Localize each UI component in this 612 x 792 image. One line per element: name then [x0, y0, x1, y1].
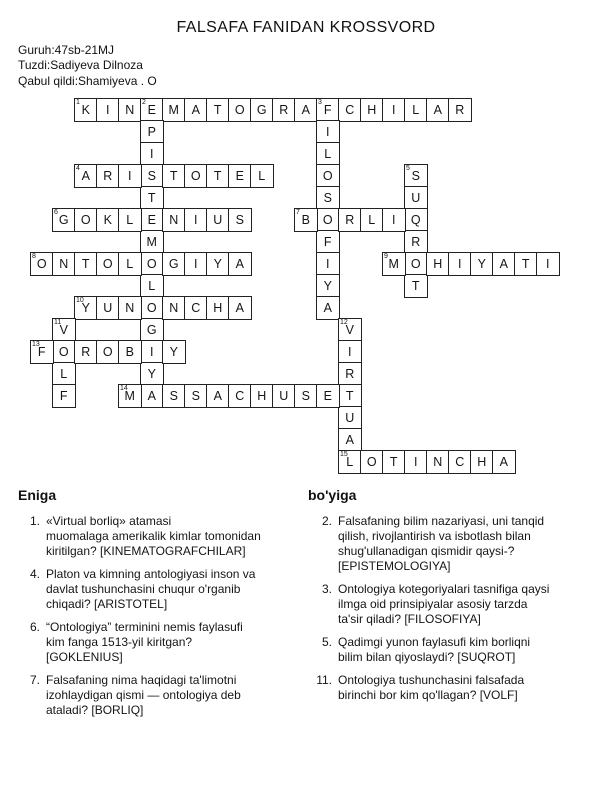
cell-letter: I [348, 345, 352, 359]
header-reviewer-line: Qabul qildi:Shamiyeva . O [18, 73, 157, 88]
cell-letter: A [323, 301, 332, 315]
grid-cell [492, 252, 516, 276]
cell-number: 12 [340, 319, 348, 326]
grid-cell [206, 296, 230, 320]
cell-letter: L [258, 169, 266, 183]
grid-cell [140, 186, 164, 210]
cell-letter: I [194, 257, 198, 271]
cell-letter: F [323, 103, 332, 117]
grid-cell [338, 406, 362, 430]
cell-letter: O [146, 257, 157, 271]
cell-letter: L [126, 257, 134, 271]
clue-text: Falsafaning nima haqidagi ta'limotni izohlaydigan qismi — ontologiya deb ataladi? [BORLIQ] [46, 673, 241, 717]
grid-cell [228, 164, 252, 188]
cell-letter: O [322, 169, 333, 183]
cell-letter: M [168, 103, 179, 117]
cell-letter: O [234, 103, 245, 117]
cell-letter: C [235, 389, 245, 403]
grid-cell [316, 186, 340, 210]
cell-letter: Y [147, 367, 156, 381]
cell-letter: B [301, 213, 310, 227]
grid-cell [272, 98, 296, 122]
grid-cell [96, 340, 120, 364]
grid-cell [294, 384, 318, 408]
cell-letter: R [279, 103, 289, 117]
cell-letter: K [81, 103, 90, 117]
grid-cell [184, 164, 208, 188]
cell-number: 5 [406, 165, 410, 172]
cell-letter: O [410, 257, 421, 271]
cell-letter: N [433, 455, 443, 469]
across-clue-list [18, 514, 306, 718]
grid-cell [140, 274, 164, 298]
cell-letter: Y [213, 257, 222, 271]
grid-cell [316, 252, 340, 276]
cell-letter: O [190, 169, 201, 183]
cell-letter: O [322, 213, 333, 227]
grid-cell [140, 318, 164, 342]
grid-cell [162, 384, 186, 408]
cell-letter: T [213, 103, 222, 117]
cell-letter: S [147, 169, 156, 183]
grid-cell [162, 98, 186, 122]
cell-letter: L [412, 103, 420, 117]
grid-cell [74, 208, 98, 232]
cell-letter: F [323, 235, 332, 249]
cell-letter: O [146, 301, 157, 315]
grid-cell [140, 208, 164, 232]
cell-number: 1 [76, 99, 80, 106]
clue-number: 11. [316, 673, 332, 687]
grid-cell [316, 120, 340, 144]
grid-cell [162, 164, 186, 188]
cell-letter: T [147, 191, 156, 205]
cell-letter: G [168, 257, 179, 271]
cell-letter: I [458, 257, 462, 271]
grid-cell [382, 450, 406, 474]
grid-cell [140, 340, 164, 364]
grid-cell [140, 98, 164, 122]
cell-letter: S [191, 389, 200, 403]
cell-letter: Y [323, 279, 332, 293]
cell-number: 11 [54, 319, 62, 326]
cell-letter: R [345, 367, 355, 381]
cell-letter: A [213, 389, 222, 403]
cell-letter: A [345, 433, 354, 447]
grid-cell [96, 208, 120, 232]
grid-cell [140, 142, 164, 166]
grid-cell [206, 252, 230, 276]
cell-letter: O [102, 257, 113, 271]
grid-cell [74, 164, 98, 188]
down-clues-section [308, 488, 604, 711]
clue-number: 3. [321, 582, 332, 596]
grid-cell [294, 98, 318, 122]
cell-letter: E [323, 389, 332, 403]
cell-letter: I [150, 147, 154, 161]
cell-letter: R [455, 103, 465, 117]
header-author-line: Tuzdi:Sadiyeva Dilnoza [18, 58, 143, 73]
grid-cell [272, 384, 296, 408]
cell-letter: A [499, 257, 508, 271]
grid-cell [96, 98, 120, 122]
cell-letter: H [257, 389, 267, 403]
cell-letter: N [125, 301, 135, 315]
grid-cell [316, 274, 340, 298]
grid-cell [184, 252, 208, 276]
grid-cell [140, 384, 164, 408]
cell-letter: S [301, 389, 310, 403]
cell-number: 7 [296, 209, 300, 216]
grid-cell [492, 450, 516, 474]
cell-letter: K [103, 213, 112, 227]
grid-cell [30, 340, 54, 364]
cell-letter: A [191, 103, 200, 117]
grid-cell [316, 98, 340, 122]
grid-cell [338, 340, 362, 364]
grid-cell [316, 208, 340, 232]
grid-cell [448, 450, 472, 474]
cell-letter: U [279, 389, 289, 403]
grid-cell [404, 186, 428, 210]
grid-cell [382, 252, 406, 276]
grid-cell [294, 208, 318, 232]
cell-letter: A [235, 257, 244, 271]
grid-cell [96, 296, 120, 320]
cell-letter: I [150, 345, 154, 359]
clue-number: 6. [29, 620, 40, 634]
cell-letter: R [103, 169, 113, 183]
grid-cell [250, 384, 274, 408]
grid-cell [118, 296, 142, 320]
cell-letter: N [169, 213, 179, 227]
cell-letter: M [146, 235, 157, 249]
grid-cell [382, 208, 406, 232]
clue-item [18, 673, 306, 718]
grid-cell [206, 384, 230, 408]
clue-item [308, 673, 604, 703]
grid-cell [140, 252, 164, 276]
grid-cell [316, 384, 340, 408]
grid-cell [404, 450, 428, 474]
grid-cell [448, 98, 472, 122]
grid-cell [470, 252, 494, 276]
grid-cell [118, 384, 142, 408]
clue-item [308, 582, 604, 627]
cell-letter: L [346, 455, 354, 469]
grid-cell [96, 164, 120, 188]
page-title: FALSAFA FANIDAN KROSSVORD [176, 19, 436, 36]
cell-letter: Y [169, 345, 178, 359]
cell-letter: H [213, 301, 223, 315]
cell-letter: P [147, 125, 156, 139]
grid-cell [52, 252, 76, 276]
clue-text: Platon va kimning antologiyasi inson va davlat tushunchasini chuqur o'rganib chiqadi? [ARISTOTEL] [46, 567, 256, 611]
cell-letter: O [36, 257, 47, 271]
cell-letter: T [169, 169, 178, 183]
grid-cell [360, 208, 384, 232]
cell-letter: S [323, 191, 332, 205]
cell-letter: O [80, 213, 91, 227]
grid-cell [140, 296, 164, 320]
cell-letter: N [59, 257, 69, 271]
grid-cell [250, 164, 274, 188]
down-clue-list [308, 514, 604, 703]
grid-cell [404, 164, 428, 188]
cell-letter: S [169, 389, 178, 403]
cell-letter: R [81, 345, 91, 359]
cell-letter: I [106, 103, 110, 117]
cell-letter: E [235, 169, 244, 183]
cell-number: 15 [340, 451, 348, 458]
cell-letter: H [367, 103, 377, 117]
cell-letter: U [213, 213, 223, 227]
cell-letter: O [102, 345, 113, 359]
cell-letter: L [126, 213, 134, 227]
cell-number: 4 [76, 165, 80, 172]
grid-cell [228, 296, 252, 320]
grid-cell [74, 252, 98, 276]
cell-letter: L [60, 367, 68, 381]
grid-cell [118, 164, 142, 188]
cell-letter: M [388, 257, 399, 271]
clue-item [18, 567, 306, 612]
grid-cell [514, 252, 538, 276]
cell-letter: G [256, 103, 267, 117]
cell-letter: L [148, 279, 156, 293]
grid-cell [404, 98, 428, 122]
grid-cell [250, 98, 274, 122]
cell-letter: I [128, 169, 132, 183]
cell-letter: C [191, 301, 201, 315]
across-heading: Eniga [18, 487, 57, 503]
grid-cell [30, 252, 54, 276]
cell-letter: I [392, 103, 396, 117]
cell-letter: Y [477, 257, 486, 271]
grid-cell [382, 98, 406, 122]
grid-cell [338, 362, 362, 386]
cell-letter: Y [81, 301, 90, 315]
cell-letter: R [411, 235, 421, 249]
grid-cell [426, 98, 450, 122]
grid-cell [96, 252, 120, 276]
cell-letter: B [125, 345, 134, 359]
grid-cell [140, 362, 164, 386]
grid-cell [404, 230, 428, 254]
cell-letter: C [345, 103, 355, 117]
cell-letter: U [411, 191, 421, 205]
grid-cell [52, 208, 76, 232]
grid-cell [184, 98, 208, 122]
grid-cell [162, 340, 186, 364]
grid-cell [162, 208, 186, 232]
cell-letter: R [345, 213, 355, 227]
grid-cell [74, 340, 98, 364]
grid-cell [52, 340, 76, 364]
grid-cell [162, 296, 186, 320]
grid-cell [316, 164, 340, 188]
cell-letter: A [499, 455, 508, 469]
cell-letter: A [81, 169, 90, 183]
header-group-line: Guruh:47sb-21MJ [18, 43, 115, 57]
grid-cell [316, 142, 340, 166]
cell-letter: Q [410, 213, 421, 227]
clue-item [18, 620, 306, 665]
grid-cell [360, 450, 384, 474]
cell-letter: T [345, 389, 354, 403]
grid-cell [184, 296, 208, 320]
cell-letter: H [477, 455, 487, 469]
cell-number: 10 [76, 297, 84, 304]
grid-cell [140, 164, 164, 188]
cell-letter: L [368, 213, 376, 227]
clue-text: Qadimgi yunon faylasufi kim borliqni bilim bilan qiyoslaydi? [SUQROT] [338, 635, 531, 664]
grid-cell [338, 318, 362, 342]
cell-letter: T [81, 257, 90, 271]
clue-text: Ontologiya tushunchasini falsafada birinchi bor kim qo'llagan? [VOLF] [338, 673, 525, 702]
cell-letter: V [59, 323, 68, 337]
cell-number: 9 [384, 253, 388, 260]
grid-cell [228, 98, 252, 122]
clue-text: “Ontologiya” terminini nemis faylasufi kim fanga 1513-yil kiritgan? [GOKLENIUS] [46, 620, 243, 664]
cell-letter: T [411, 279, 420, 293]
grid-cell [206, 98, 230, 122]
cell-letter: S [411, 169, 420, 183]
cell-number: 2 [142, 99, 146, 106]
grid-cell [470, 450, 494, 474]
cell-number: 14 [120, 385, 128, 392]
grid-cell [52, 384, 76, 408]
clue-text: «Virtual borliq» atamasi muomalaga amerikalik kimlar tomonidan kiritilgan? [KINEMATOGRAFCHILAR] [46, 514, 261, 558]
cell-letter: I [194, 213, 198, 227]
cell-letter: N [169, 301, 179, 315]
cell-letter: T [389, 455, 398, 469]
clue-number: 5. [321, 635, 332, 649]
cell-letter: A [235, 301, 244, 315]
cell-letter: V [345, 323, 354, 337]
cell-letter: E [147, 213, 156, 227]
grid-cell [536, 252, 560, 276]
cell-letter: S [235, 213, 244, 227]
grid-cell [74, 98, 98, 122]
grid-cell [338, 428, 362, 452]
cell-letter: I [326, 257, 330, 271]
grid-cell [338, 384, 362, 408]
grid-cell [140, 120, 164, 144]
cell-letter: A [147, 389, 156, 403]
clue-text: Ontologiya kotegoriyalari tasnifiga qaysi ilmga oid prinsipiyalar asosiy tarzda ta'sir qiladi? [FILOSOFIYA] [338, 582, 550, 626]
cell-letter: I [546, 257, 550, 271]
grid-cell [404, 274, 428, 298]
cell-letter: N [125, 103, 135, 117]
cell-letter: O [58, 345, 69, 359]
grid-cell [404, 252, 428, 276]
cell-letter: G [146, 323, 157, 337]
grid-cell [52, 318, 76, 342]
cell-number: 8 [32, 253, 36, 260]
cell-letter: H [433, 257, 443, 271]
cell-letter: F [37, 345, 46, 359]
grid-cell [118, 252, 142, 276]
grid-cell [228, 384, 252, 408]
grid-cell [316, 230, 340, 254]
grid-cell [206, 208, 230, 232]
grid-cell [118, 208, 142, 232]
grid-cell [74, 296, 98, 320]
cell-letter: I [326, 125, 330, 139]
grid-cell [184, 384, 208, 408]
grid-cell [338, 450, 362, 474]
clue-item [18, 514, 306, 559]
grid-cell [448, 252, 472, 276]
clue-item [308, 514, 604, 574]
cell-letter: F [59, 389, 68, 403]
grid-cell [52, 362, 76, 386]
cell-letter: U [103, 301, 113, 315]
clue-number: 1. [29, 514, 40, 528]
grid-cell [360, 98, 384, 122]
grid-cell [118, 98, 142, 122]
cell-letter: A [301, 103, 310, 117]
cell-letter: G [58, 213, 69, 227]
down-heading: bo'yiga [308, 487, 357, 503]
grid-cell [140, 230, 164, 254]
cell-letter: C [455, 455, 465, 469]
clue-number: 4. [29, 567, 40, 581]
cell-letter: I [414, 455, 418, 469]
cell-number: 6 [54, 209, 58, 216]
grid-cell [118, 340, 142, 364]
cell-number: 13 [32, 341, 40, 348]
cell-letter: U [345, 411, 355, 425]
cell-letter: M [124, 389, 135, 403]
cell-number: 3 [318, 99, 322, 106]
grid-cell [162, 252, 186, 276]
cell-letter: L [324, 147, 332, 161]
clue-item [308, 635, 604, 665]
clue-text: Falsafaning bilim nazariyasi, uni tanqid qilish, rivojlantirish va isbotlash bilan shug'ullanadigan qismidir qaysi-? [EPISTEMOLOGIYA] [338, 514, 545, 573]
clue-number: 2. [321, 514, 332, 528]
clue-number: 7. [29, 673, 40, 687]
grid-cell [228, 252, 252, 276]
grid-cell [338, 208, 362, 232]
grid-cell [426, 450, 450, 474]
cell-letter: T [213, 169, 222, 183]
cell-letter: A [433, 103, 442, 117]
grid-cell [404, 208, 428, 232]
cell-letter: E [147, 103, 156, 117]
across-clues-section [18, 488, 306, 726]
grid-cell [316, 296, 340, 320]
grid-cell [184, 208, 208, 232]
grid-cell [426, 252, 450, 276]
cell-letter: O [366, 455, 377, 469]
grid-cell [228, 208, 252, 232]
grid-cell [206, 164, 230, 188]
grid-cell [338, 98, 362, 122]
cell-letter: I [392, 213, 396, 227]
cell-letter: T [521, 257, 530, 271]
